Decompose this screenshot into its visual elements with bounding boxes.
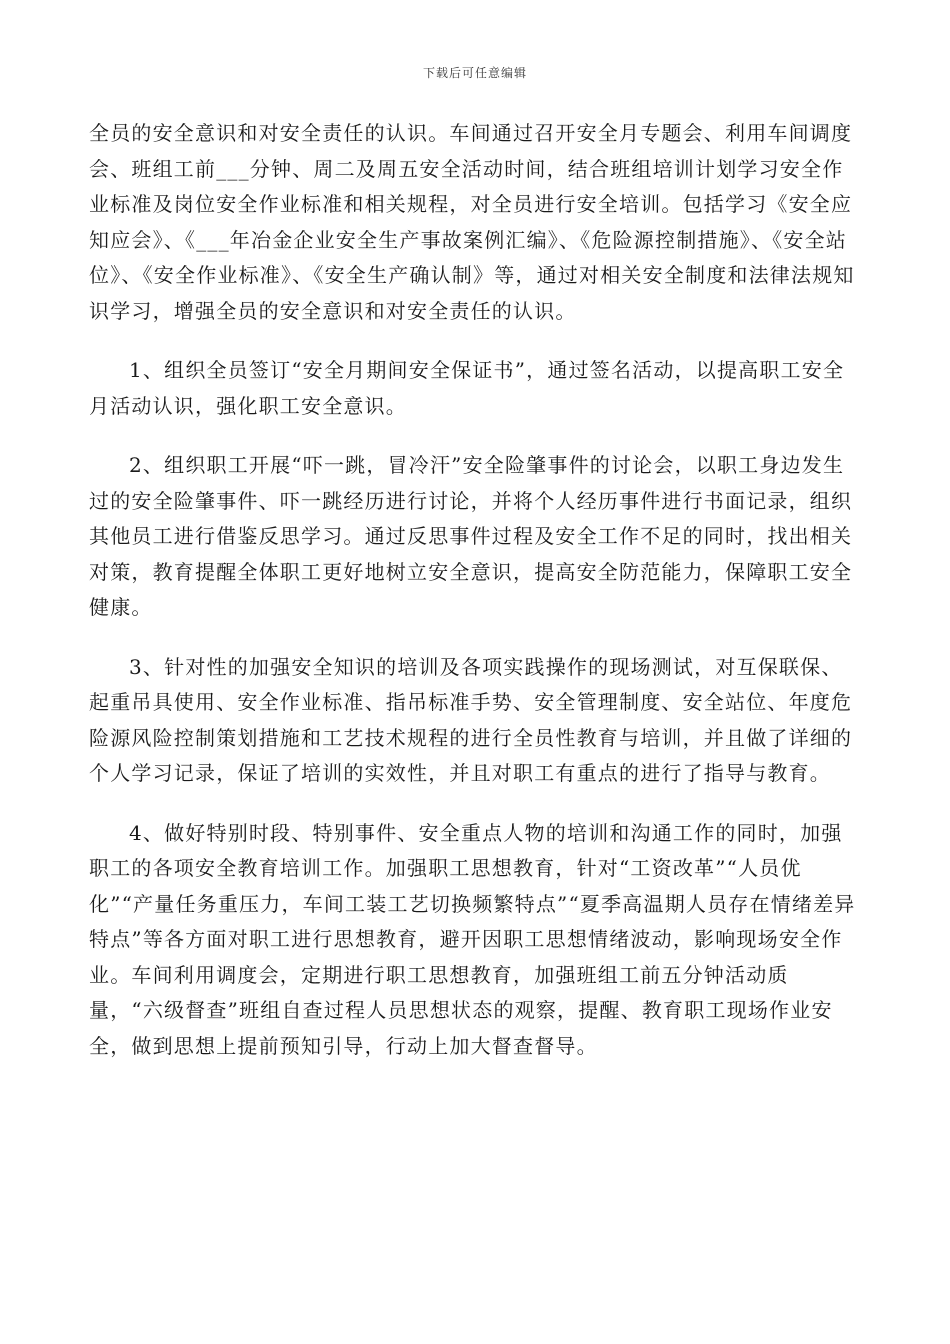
paragraph-intro: 全员的安全意识和对安全责任的认识。车间通过召开安全月专题会、利用车间调度会、班组工前___分钟、周二及周五安全活动时间，结合班组培训计划学习安全作业标准及岗位安全作业标准和相关规程，对全员进行安全培训。包括学习《安全应知应会》、《___年冶金企业安全生产事故案例汇编》、《危险源控制措施》、《安全站位》、《安全作业标准》、《安全生产确认制》等，通过对相关安全制度和法律法规知识学习，增强全员的安全意识和对安全责任的认识。 [89,121,855,323]
paragraph-item-4: 4、做好特别时段、特别事件、安全重点人物的培训和沟通工作的同时，加强职工的各项安全教育培训工作。加强职工思想教育，针对“工资改革”“人员优化”“产量任务重压力，车间工装工艺切换频繁特点”“夏季高温期人员存在情绪差异特点”等各方面对职工进行思想教育，避开因职工思想情绪波动，影响现场安全作业。车间利用调度会，定期进行职工思想教育，加强班组工前五分钟活动质量，“六级督查”班组自查过程人员思想状态的观察，提醒、教育职工现场作业安全，做到思想上提前预知引导，行动上加大督查督导。 [89,820,856,1058]
page-header-note: 下载后可任意编辑 [422,66,527,80]
document-body [89,116,859,1088]
paragraph-item-2: 2、组织职工开展“吓一跳，冒冷汗”安全险肇事件的讨论会，以职工身边发生过的安全险肇事件、吓一跳经历进行讨论，并将个人经历事件进行书面记录，组织其他员工进行借鉴反思学习。通过反思事件过程及安全工作不足的同时，找出相关对策，教育提醒全体职工更好地树立安全意识，提高安全防范能力，保障职工安全健康。 [89,453,853,619]
paragraph-item-1: 1、组织全员签订“安全月期间安全保证书”，通过签名活动，以提高职工安全月活动认识，强化职工安全意识。 [89,358,845,418]
paragraph-item-3: 3、针对性的加强安全知识的培训及各项实践操作的现场测试，对互保联保、起重吊具使用、安全作业标准、指吊标准手势、安全管理制度、安全站位、年度危险源风险控制策划措施和工艺技术规程的进行全员性教育与培训，并且做了详细的个人学习记录，保证了培训的实效性，并且对职工有重点的进行了指导与教育。 [89,654,853,785]
